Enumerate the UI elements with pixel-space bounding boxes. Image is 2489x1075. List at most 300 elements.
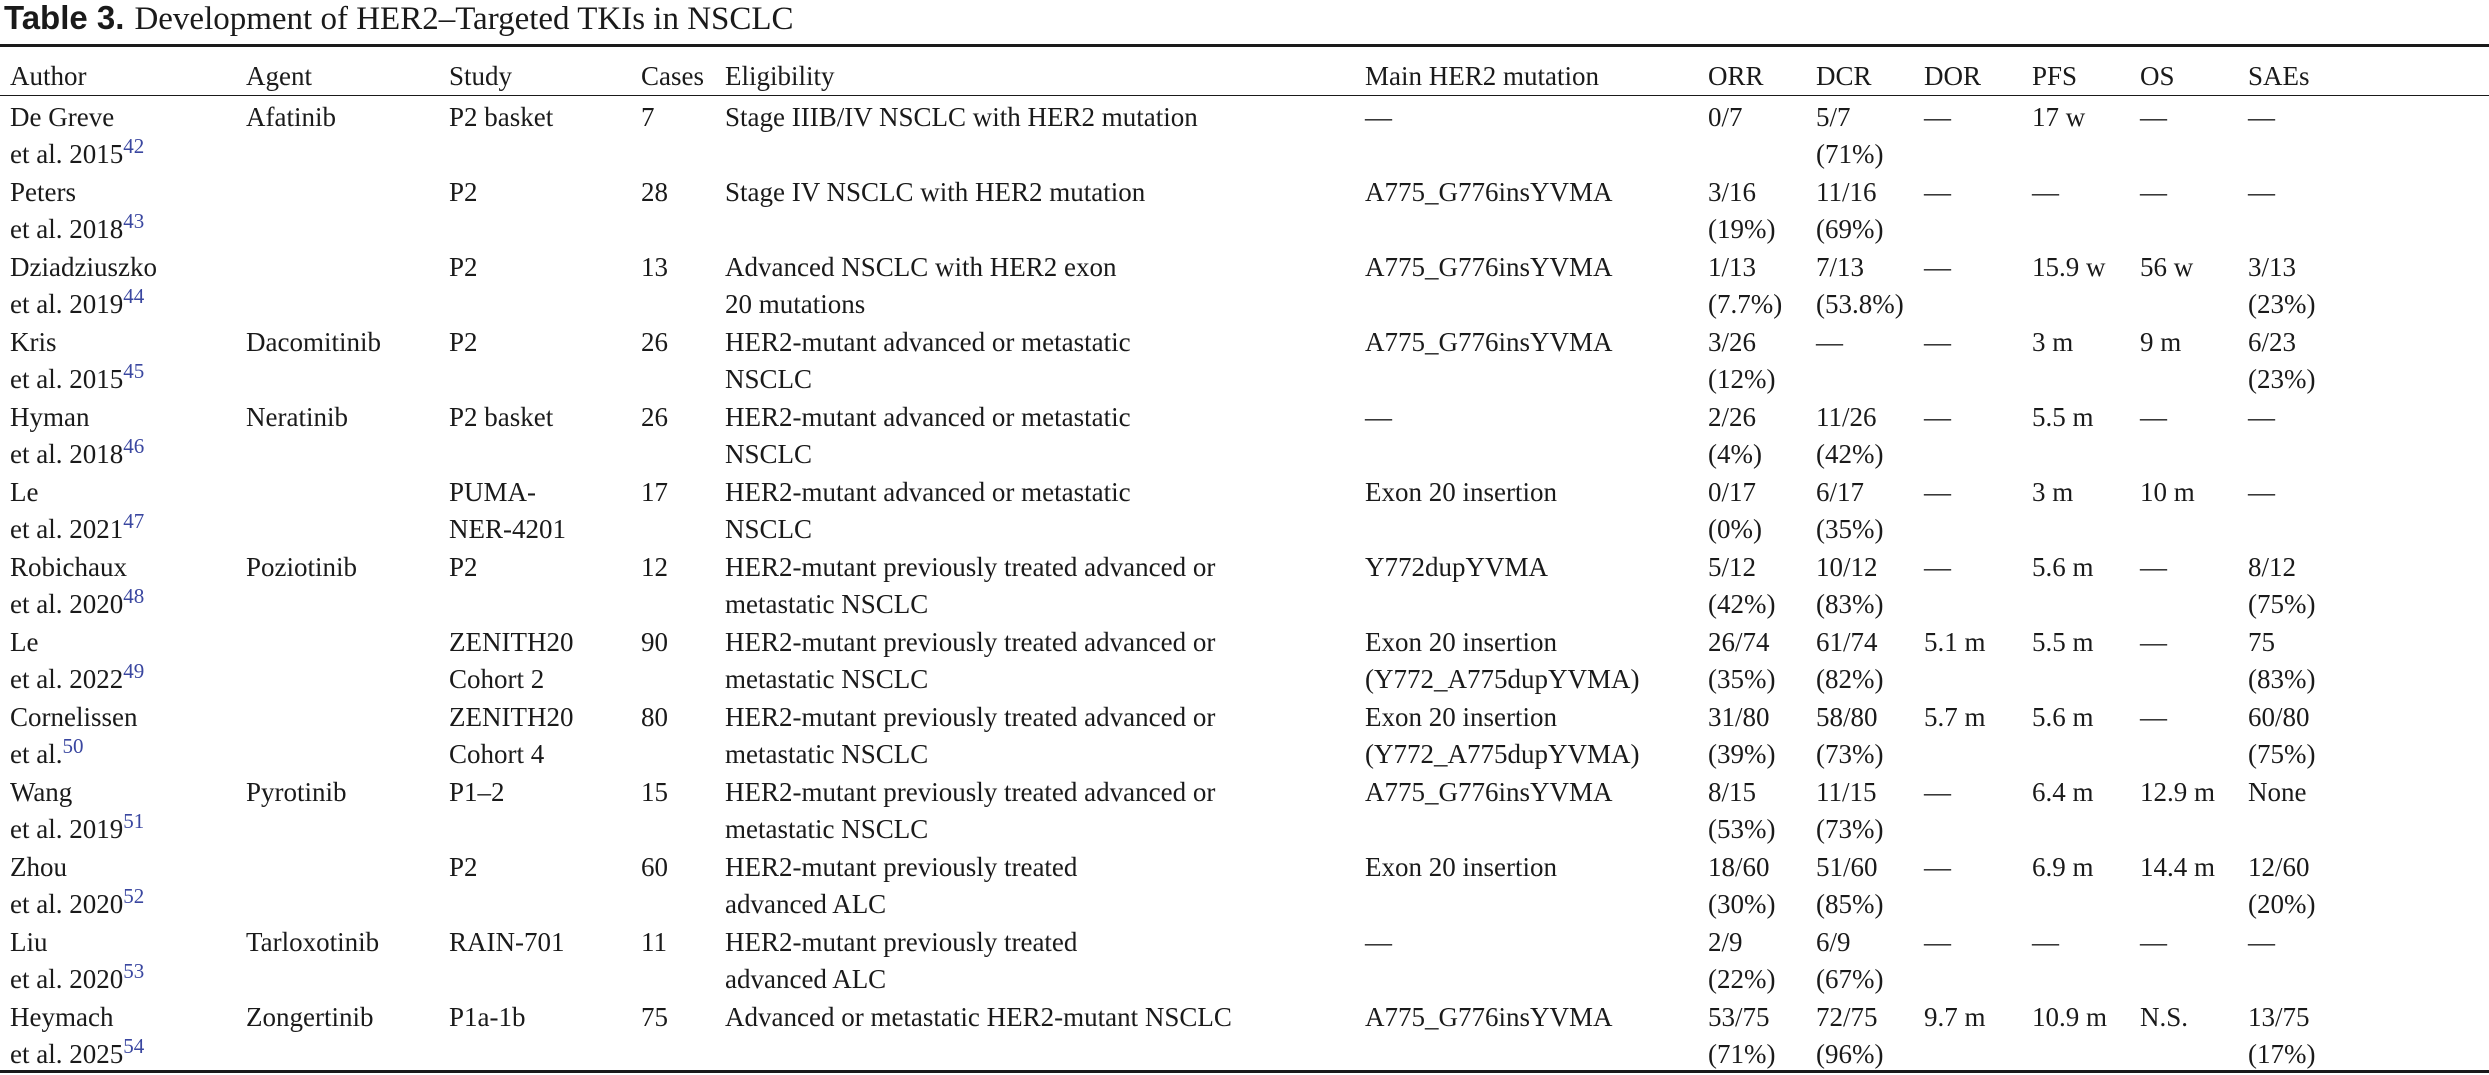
header-eligibility: Eligibility: [725, 60, 835, 91]
table-row: [0, 174, 2489, 249]
cell-author: [0, 474, 236, 549]
cell-saes: [2238, 249, 2489, 324]
cell-mutation: [1355, 774, 1698, 849]
cell-eligibility: [715, 924, 1355, 999]
cell-os: [2130, 174, 2238, 249]
orr-percent: (0%): [1708, 514, 1762, 544]
cell-dcr: [1806, 999, 1914, 1074]
dcr-value: 7/13: [1816, 252, 1865, 282]
cell-agent: [236, 174, 439, 249]
saes-value: —: [2248, 402, 2275, 432]
study-line-2: Cohort 4: [449, 739, 545, 769]
header-main-her2-mutation: Main HER2 mutation: [1365, 60, 1599, 91]
cell-author: [0, 324, 236, 399]
study-line-1: P1–2: [449, 777, 505, 807]
author-name: Hyman: [10, 402, 90, 432]
study-line-2: Cohort 2: [449, 664, 545, 694]
cell-dor: [1914, 399, 2022, 474]
cell-dcr: [1806, 399, 1914, 474]
saes-value: 6/23: [2248, 327, 2297, 357]
saes-value: 75: [2248, 627, 2275, 657]
dcr-value: 6/9: [1816, 927, 1851, 957]
cases-value: 75: [641, 1002, 668, 1032]
cell-os: [2130, 324, 2238, 399]
cases-value: 26: [641, 327, 668, 357]
cell-eligibility: [715, 399, 1355, 474]
cell-orr: [1698, 249, 1806, 324]
author-name: Dziadziuszko: [10, 252, 157, 282]
reference-number: 44: [123, 284, 145, 308]
orr-percent: (35%): [1708, 664, 1776, 694]
cell-agent: [236, 849, 439, 924]
pfs-value: 6.9 m: [2032, 852, 2094, 882]
saes-value: —: [2248, 177, 2275, 207]
dcr-value: 58/80: [1816, 702, 1878, 732]
cell-study: [439, 624, 631, 699]
agent-name: Zongertinib: [246, 1002, 374, 1032]
eligibility-line-1: HER2-mutant previously treated: [725, 852, 1078, 882]
cell-eligibility: [715, 324, 1355, 399]
cell-agent: [236, 324, 439, 399]
study-line-1: P2 basket: [449, 102, 554, 132]
cell-os: [2130, 399, 2238, 474]
author-citation: [10, 436, 236, 473]
dcr-percent: (42%): [1816, 439, 1884, 469]
orr-value: 0/17: [1708, 477, 1757, 507]
pfs-value: 17 w: [2032, 102, 2086, 132]
cell-dcr: [1806, 849, 1914, 924]
cell-author: [0, 399, 236, 474]
cell-dcr: [1806, 99, 1914, 174]
cell-author: [0, 999, 236, 1074]
reference-number: 54: [123, 1034, 145, 1058]
pfs-value: 10.9 m: [2032, 1002, 2108, 1032]
cell-agent: [236, 249, 439, 324]
mutation-line-2: (Y772_A775dupYVMA): [1365, 739, 1640, 769]
orr-value: 8/15: [1708, 777, 1757, 807]
cell-cases: [631, 99, 715, 174]
cell-orr: [1698, 699, 1806, 774]
cell-saes: [2238, 999, 2489, 1074]
cell-orr: [1698, 999, 1806, 1074]
study-line-1: ZENITH20: [449, 627, 574, 657]
cell-author: [0, 699, 236, 774]
cell-eligibility: [715, 474, 1355, 549]
header-pfs: PFS: [2032, 60, 2078, 91]
study-line-1: P2: [449, 177, 478, 207]
cell-pfs: [2022, 849, 2130, 924]
agent-name: Pyrotinib: [246, 777, 347, 807]
cell-saes: [2238, 624, 2489, 699]
table-row: [0, 399, 2489, 474]
dcr-value: 10/12: [1816, 552, 1878, 582]
saes-percent: (23%): [2248, 289, 2316, 319]
agent-name: Afatinib: [246, 102, 336, 132]
eligibility-line-2: metastatic NSCLC: [725, 814, 929, 844]
mutation-line-1: —: [1365, 927, 1392, 957]
os-value: 56 w: [2140, 252, 2194, 282]
cell-dcr: [1806, 249, 1914, 324]
cell-eligibility: [715, 99, 1355, 174]
cell-dor: [1914, 474, 2022, 549]
cell-pfs: [2022, 174, 2130, 249]
dor-value: —: [1924, 177, 1951, 207]
cell-author: [0, 849, 236, 924]
cell-cases: [631, 624, 715, 699]
eligibility-line-1: HER2-mutant previously treated advanced or: [725, 702, 1216, 732]
orr-percent: (19%): [1708, 214, 1776, 244]
cell-agent: [236, 99, 439, 174]
reference-number: 47: [123, 509, 145, 533]
cell-pfs: [2022, 474, 2130, 549]
table-row: [0, 699, 2489, 774]
cases-value: 60: [641, 852, 668, 882]
header-saes: SAEs: [2248, 60, 2310, 91]
table-row: [0, 249, 2489, 324]
cell-dor: [1914, 549, 2022, 624]
cell-study: [439, 174, 631, 249]
cell-dor: [1914, 249, 2022, 324]
cases-value: 15: [641, 777, 668, 807]
cell-author: [0, 924, 236, 999]
cell-dcr: [1806, 549, 1914, 624]
pfs-value: 5.5 m: [2032, 402, 2094, 432]
cell-orr: [1698, 849, 1806, 924]
dor-value: —: [1924, 852, 1951, 882]
cell-study: [439, 249, 631, 324]
study-line-1: P2 basket: [449, 402, 554, 432]
eligibility-line-1: Advanced or metastatic HER2-mutant NSCLC: [725, 1002, 1232, 1032]
pfs-value: 3 m: [2032, 477, 2074, 507]
mutation-line-1: A775_G776insYVMA: [1365, 252, 1613, 282]
eligibility-line-1: HER2-mutant advanced or metastatic: [725, 402, 1131, 432]
cell-dcr: [1806, 324, 1914, 399]
orr-percent: (39%): [1708, 739, 1776, 769]
cell-pfs: [2022, 399, 2130, 474]
reference-number: 46: [123, 434, 145, 458]
reference-number: 45: [123, 359, 145, 383]
saes-value: 60/80: [2248, 702, 2310, 732]
pfs-value: —: [2032, 927, 2059, 957]
cell-cases: [631, 774, 715, 849]
table-row: [0, 624, 2489, 699]
mutation-line-1: —: [1365, 402, 1392, 432]
author-year: et al. 2021: [10, 514, 124, 544]
eligibility-line-2: metastatic NSCLC: [725, 589, 929, 619]
cell-cases: [631, 849, 715, 924]
os-value: —: [2140, 627, 2167, 657]
author-name: Peters: [10, 177, 76, 207]
dcr-percent: (82%): [1816, 664, 1884, 694]
saes-percent: (75%): [2248, 739, 2316, 769]
cell-pfs: [2022, 774, 2130, 849]
author-name: Le: [10, 477, 39, 507]
study-line-1: P2: [449, 252, 478, 282]
mutation-line-1: Exon 20 insertion: [1365, 477, 1557, 507]
saes-value: 8/12: [2248, 552, 2297, 582]
study-line-1: PUMA-: [449, 477, 537, 507]
cell-agent: [236, 399, 439, 474]
cell-os: [2130, 849, 2238, 924]
cell-eligibility: [715, 699, 1355, 774]
study-line-2: NER-4201: [449, 514, 566, 544]
saes-value: —: [2248, 927, 2275, 957]
dor-value: —: [1924, 252, 1951, 282]
cell-dor: [1914, 999, 2022, 1074]
mutation-line-1: Y772dupYVMA: [1365, 552, 1549, 582]
cell-cases: [631, 324, 715, 399]
cell-mutation: [1355, 399, 1698, 474]
eligibility-line-1: Stage IV NSCLC with HER2 mutation: [725, 177, 1146, 207]
reference-number: 50: [62, 734, 84, 758]
dcr-value: —: [1816, 327, 1843, 357]
cell-author: [0, 249, 236, 324]
cell-cases: [631, 549, 715, 624]
saes-percent: (83%): [2248, 664, 2316, 694]
os-value: 12.9 m: [2140, 777, 2216, 807]
dcr-percent: (35%): [1816, 514, 1884, 544]
cell-agent: [236, 549, 439, 624]
pfs-value: 5.6 m: [2032, 702, 2094, 732]
cell-mutation: [1355, 849, 1698, 924]
orr-value: 2/26: [1708, 402, 1757, 432]
mutation-line-1: A775_G776insYVMA: [1365, 1002, 1613, 1032]
pfs-value: 6.4 m: [2032, 777, 2094, 807]
cell-pfs: [2022, 924, 2130, 999]
saes-percent: (23%): [2248, 364, 2316, 394]
dor-value: —: [1924, 102, 1951, 132]
study-line-1: RAIN-701: [449, 927, 565, 957]
mutation-line-1: A775_G776insYVMA: [1365, 327, 1613, 357]
agent-name: Tarloxotinib: [246, 927, 380, 957]
cell-saes: [2238, 849, 2489, 924]
author-name: Zhou: [10, 852, 67, 882]
header-orr: ORR: [1708, 60, 1764, 91]
author-citation: [10, 586, 236, 623]
eligibility-line-2: 20 mutations: [725, 289, 866, 319]
os-value: —: [2140, 552, 2167, 582]
cell-pfs: [2022, 549, 2130, 624]
cell-saes: [2238, 774, 2489, 849]
eligibility-line-2: metastatic NSCLC: [725, 739, 929, 769]
cell-eligibility: [715, 999, 1355, 1074]
header-dcr: DCR: [1816, 60, 1872, 91]
cell-dcr: [1806, 624, 1914, 699]
cell-author: [0, 549, 236, 624]
cell-study: [439, 474, 631, 549]
cases-value: 11: [641, 927, 667, 957]
mutation-line-1: Exon 20 insertion: [1365, 702, 1557, 732]
author-name: Wang: [10, 777, 73, 807]
cell-study: [439, 774, 631, 849]
cases-value: 12: [641, 552, 668, 582]
table-title: Development of HER2–Targeted TKIs in NSCLC: [134, 1, 794, 37]
reference-number: 49: [123, 659, 145, 683]
dcr-percent: (71%): [1816, 139, 1884, 169]
study-line-1: ZENITH20: [449, 702, 574, 732]
dcr-percent: (85%): [1816, 889, 1884, 919]
cell-saes: [2238, 924, 2489, 999]
eligibility-line-1: Stage IIIB/IV NSCLC with HER2 mutation: [725, 102, 1198, 132]
author-year: et al. 2019: [10, 814, 124, 844]
author-year: et al. 2020: [10, 589, 124, 619]
orr-percent: (7.7%): [1708, 289, 1783, 319]
cell-eligibility: [715, 249, 1355, 324]
dor-value: 5.1 m: [1924, 627, 1986, 657]
table-row: [0, 999, 2489, 1074]
cell-saes: [2238, 699, 2489, 774]
author-name: Robichaux: [10, 552, 127, 582]
dcr-value: 51/60: [1816, 852, 1878, 882]
table-label: Table 3.: [4, 0, 125, 36]
cell-mutation: [1355, 474, 1698, 549]
author-citation: [10, 211, 236, 248]
author-year: et al. 2022: [10, 664, 124, 694]
saes-value: None: [2248, 777, 2307, 807]
cell-cases: [631, 399, 715, 474]
author-name: Kris: [10, 327, 57, 357]
cell-mutation: [1355, 249, 1698, 324]
table-body: [0, 99, 2489, 1074]
cell-os: [2130, 624, 2238, 699]
cell-dor: [1914, 699, 2022, 774]
cell-orr: [1698, 99, 1806, 174]
table-row: [0, 99, 2489, 174]
cell-agent: [236, 999, 439, 1074]
cell-cases: [631, 174, 715, 249]
table-row: [0, 924, 2489, 999]
header-cases: Cases: [641, 60, 704, 91]
dor-value: —: [1924, 402, 1951, 432]
author-year: et al. 2018: [10, 214, 124, 244]
dcr-percent: (67%): [1816, 964, 1884, 994]
author-citation: [10, 136, 236, 173]
orr-value: 0/7: [1708, 102, 1743, 132]
orr-percent: (71%): [1708, 1039, 1776, 1069]
pfs-value: 3 m: [2032, 327, 2074, 357]
reference-number: 51: [123, 809, 145, 833]
dcr-value: 61/74: [1816, 627, 1878, 657]
header-agent: Agent: [246, 60, 312, 91]
cell-study: [439, 99, 631, 174]
cell-dor: [1914, 774, 2022, 849]
mutation-line-1: Exon 20 insertion: [1365, 627, 1557, 657]
eligibility-line-1: HER2-mutant previously treated advanced or: [725, 552, 1216, 582]
eligibility-line-2: advanced ALC: [725, 964, 887, 994]
cell-pfs: [2022, 699, 2130, 774]
author-year: et al. 2019: [10, 289, 124, 319]
cell-dor: [1914, 849, 2022, 924]
dcr-percent: (73%): [1816, 814, 1884, 844]
dor-value: —: [1924, 327, 1951, 357]
cell-eligibility: [715, 174, 1355, 249]
saes-percent: (20%): [2248, 889, 2316, 919]
saes-value: —: [2248, 477, 2275, 507]
cell-orr: [1698, 924, 1806, 999]
dor-value: —: [1924, 552, 1951, 582]
cell-orr: [1698, 399, 1806, 474]
cell-orr: [1698, 174, 1806, 249]
cases-value: 80: [641, 702, 668, 732]
os-value: —: [2140, 102, 2167, 132]
cell-orr: [1698, 324, 1806, 399]
author-citation: [10, 811, 236, 848]
cases-value: 28: [641, 177, 668, 207]
saes-percent: (75%): [2248, 589, 2316, 619]
os-value: N.S.: [2140, 1002, 2189, 1032]
cell-mutation: [1355, 624, 1698, 699]
author-citation: [10, 886, 236, 923]
author-citation: [10, 961, 236, 998]
cell-saes: [2238, 549, 2489, 624]
cell-os: [2130, 699, 2238, 774]
os-value: 10 m: [2140, 477, 2195, 507]
cell-mutation: [1355, 174, 1698, 249]
orr-percent: (53%): [1708, 814, 1776, 844]
cell-study: [439, 699, 631, 774]
cell-mutation: [1355, 99, 1698, 174]
cell-pfs: [2022, 999, 2130, 1074]
cell-os: [2130, 249, 2238, 324]
dcr-value: 11/15: [1816, 777, 1877, 807]
author-citation: [10, 361, 236, 398]
study-line-1: P1a-1b: [449, 1002, 526, 1032]
reference-number: 53: [123, 959, 145, 983]
orr-percent: (22%): [1708, 964, 1776, 994]
author-name: Le: [10, 627, 39, 657]
header-study: Study: [449, 60, 513, 91]
cell-eligibility: [715, 849, 1355, 924]
orr-value: 2/9: [1708, 927, 1743, 957]
dor-value: 5.7 m: [1924, 702, 1986, 732]
table-row: [0, 849, 2489, 924]
dcr-value: 11/16: [1816, 177, 1877, 207]
cases-value: 26: [641, 402, 668, 432]
cell-study: [439, 849, 631, 924]
cell-orr: [1698, 474, 1806, 549]
dor-value: —: [1924, 927, 1951, 957]
cell-agent: [236, 624, 439, 699]
cell-dcr: [1806, 174, 1914, 249]
dor-value: —: [1924, 777, 1951, 807]
author-citation: [10, 1036, 236, 1073]
cases-value: 13: [641, 252, 668, 282]
cell-author: [0, 99, 236, 174]
cell-cases: [631, 474, 715, 549]
os-value: —: [2140, 402, 2167, 432]
header-dor: DOR: [1924, 60, 1982, 91]
saes-value: 13/75: [2248, 1002, 2310, 1032]
table-caption: [4, 0, 794, 40]
eligibility-line-1: Advanced NSCLC with HER2 exon: [725, 252, 1117, 282]
dcr-percent: (53.8%): [1816, 289, 1904, 319]
orr-value: 18/60: [1708, 852, 1770, 882]
cell-dcr: [1806, 699, 1914, 774]
orr-value: 26/74: [1708, 627, 1770, 657]
agent-name: Neratinib: [246, 402, 348, 432]
cases-value: 7: [641, 102, 655, 132]
cell-dor: [1914, 624, 2022, 699]
eligibility-line-2: metastatic NSCLC: [725, 664, 929, 694]
cell-study: [439, 999, 631, 1074]
cell-mutation: [1355, 924, 1698, 999]
cell-author: [0, 174, 236, 249]
cell-eligibility: [715, 624, 1355, 699]
cell-os: [2130, 774, 2238, 849]
top-rule: [0, 44, 2489, 47]
eligibility-line-2: NSCLC: [725, 514, 813, 544]
author-year: et al.: [10, 739, 63, 769]
